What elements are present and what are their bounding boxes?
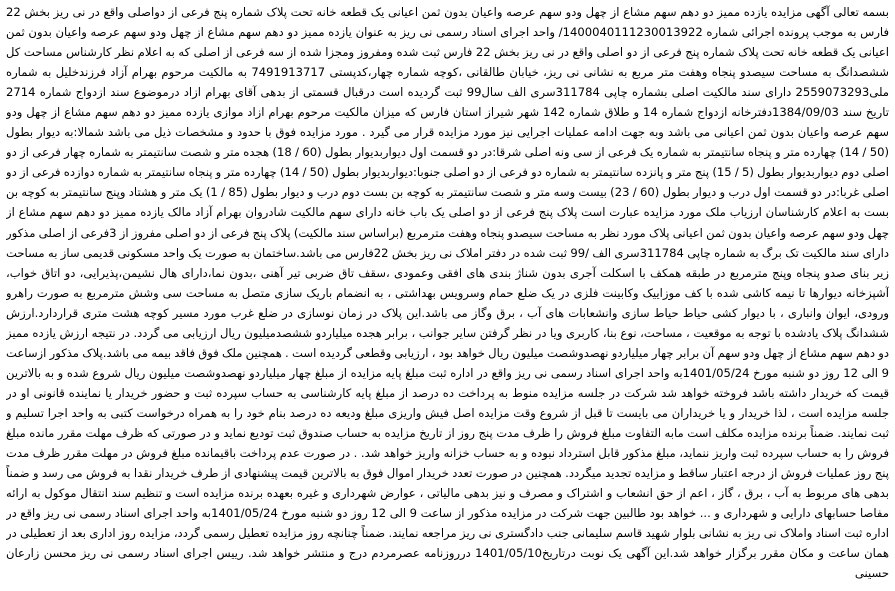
auction-notice-text: بسمه تعالی آگهی مزایده یازده ممیز دو دهم سهم مشاع از چهل ودو سهم عرصه واعیان بدون ثمن اعیانی یک قطعه خانه تحت پلاک شماره پنج فرعی از دواصلی واقع در نی ریز بخش 22 فارس به موجب پرونده اجرائی شماره 1400040111230013922/ واحد اجرای اسناد رسمی نی ریز به عنوان یازده ممیز دو دهم سهم مشاع از چهل ودو سهم عرصه واعیان بدون ثمن اعیانی یک قطعه خانه تحت پلاک شماره پنج فرعی از دو اصلی واقع در نی ریز بخش 22 فارس ثبت شده ومفروز ومجزا شده از سه فرعی از اصلی که به اعلام نظر کارشناس مساحت کل ششصدانگ به مساحت سیصدو پنجاه وهفت متر مربع به نشانی نی ریز، خیابان طالقانی ،کوچه شماره چهار،کدپستی 7491913717 به مالکیت مرحوم بهرام آزاد فرزندخلیل به شماره ملی2559073293 دارای سند مالکیت اصلی بشماره چاپی 311784سری الف سال99 ثبت گردیده است درقبال قسمتی از بدهی آقای بهرام ازاد درموضوع سند ازدواج شماره 2714 تاریخ سند 1384/09/03دفترخانه ازدواج شماره 14 و طلاق شماره 142 شهر شیراز استان فارس که میزان مالکیت مرحوم بهرام ازاد موازی یازده ممیز دو دهم سهم مشاع از چهل ودو سهم عرصه واعیان بدون ثمن اعیانی می باشد وبه جهت ادامه عملیات اجرایی نیز مورد مزایده قرار می گیرد . مورد مزایده فوق با حدود و مشخصات ذیل می باشد شمالا:به دیوار بطول (50 / 14) چهارده متر و پنجاه سانتیمتر به شماره یک فرعی از سی ونه اصلی شرقا:در دو قسمت اول دیواربدیوار بطول (60 / 18) هجده متر و شصت سانتیمتر به شماره چهار فرعی از دو اصلی دوم دیواربدیوار بطول (5 / 15) پنج متر و پانزده سانتیمتر به شماره دو فرعی از دو اصلی جنوبا:دیواربدیوار بطول (50 / 14) چهارده متر و پنجاه سانتیمتر به شماره دوازده فرعی از دو اصلی غربا:در دو قسمت اول درب و دیوار بطول (60 / 23) بیست وسه متر و شصت سانتیمتر به کوچه بن بست دوم درب و دیوار بطول (85 / 1) یک متر و هشتاد وپنج سانتیمتر به کوچه بن بست به اعلام کارشناسان ارزیاب ملک مورد مزایده عبارت است پلاک پنج فرعی از دو اصلی یک باب خانه دارای سهم مالکیت شادروان بهرام آزاد مالک یازده ممیز دو دهم سهم مشاع از چهل ودو سهم عرصه واعیان بدون ثمن اعیانی پلاک مورد نظر به مساحت سیصدو پنجاه وهفت مترمربع (براساس سند مالکیت) پلاک پنج فرعی از دو اصلی مفروز از 3فرعی از اصلی مذکور دارای سند مالکیت تک برگ به شماره چاپی 311784سری الف /99 ثبت شده در دفتر املاک نی ریز بخش 22فارس می باشد.ساختمان به صورت یک واحد مسکونی قدیمی ساز به مساحت زیر بنای صدو پنجاه وپنج مترمربع در طبقه همکف با اسکلت آجری بدون شناژ بندی های افقی وعمودی ،سقف تاق ضربی تیر آهنی ،بدون نما،دارای هال نشیمن،پذیرایی، دو اتاق خواب، آشپزخانه دیوارها تا نیمه کاشی شده با کف موزاییک وکابینت فلزی در یک ضلع حمام وسرویس بهداشتی ، به انضمام باریک سازی متصل به مساحت سی وشش مترمربع به صورت راهرو ورودی، ایوان وانباری ، با دیوار کشی حیاط حیاط سازی وانشعابات های آب ، برق وگاز می باشد.این پلاک در زمان نوسازی در ضلع غرب مورد مسیر کوچه هشت متری قراردارد.ارزش ششدانگ پلاک یادشده با توجه به موقعیت ، مساحت، نوع بنا، کاربری ویا در نظر گرفتن سایر جوانب ، برابر هجده میلیاردو ششصدمیلیون ریال ارزیابی می گردد. در نتیجه ارزش یازده ممیز دو دهم سهم مشاع از چهل ودو سهم آن برابر چهار میلیاردو نهصدوشصت میلیون ریال خواهد بود ، ارزیابی وقطعی گردیده است . همچنین ملک فوق فاقد بیمه می باشد.پلاک مذکور ازساعت 9 الی 12 روز دو شنبه مورخ 1401/05/24به واحد اجرای اسناد رسمی نی ریز واقع در اداره ثبت مبلغ پایه مزایده از مبلغ چهار میلیاردو نهصدوشصت میلیون ریال شروع شده و به بالاترین قیمت که خریدار داشته باشد فروخته خواهد شد شرکت در جلسه مزایده منوط به پرداخت ده درصد از مبلغ پایه کارشناسی به حساب سپرده ثبت و حضور خریدار یا نماینده قانونی او در جلسه مزایده است ، لذا خریدار و یا خریداران می بایست تا قبل از شروع وقت مزایده اصل فیش واریزی مبلغ ودیعه ده درصد بنام خود را به همراه درخواست کتبی به واحد اجرا تسلیم و ثبت نمایند. ضمناً برنده مزایده مکلف است مابه التفاوت مبلغ فروش را ظرف مدت پنج روز از تاریخ مزایده به حساب صندوق ثبت تودیع نماید و در صورتی که ظرف مهلت مقرر مانده مبلغ فروش را به حساب سپرده ثبت واریز ننماید، مبلغ مذکور قابل استرداد نبوده و به حساب خزانه واریز خواهد شد. . در صورت عدم پرداخت باقیمانده مبلغ فروش در مهلت مقرر ظرف مدت پنج روز عملیات فروش از درجه اعتبار ساقط و مزایده تجدید میگردد. همچنین در صورت تعدد خریدار اموال فوق به بالاترین قیمت پیشنهادی از طرف خریدار نقدا به فروش می رسد و ضمناً بدهی های مربوط به آب ، برق ، گاز ، اعم از حق انشعاب و اشتراک و مصرف و نیز بدهی مالیاتی ، عوارض شهرداری و غیره بعهده برنده مزایده است و تنظیم سند انتقال موکول به ارائه مفاصا حسابهای دارایی و شهرداری و ... خواهد بود طالبین جهت شرکت در مزایده مذکور از ساعت 9 الی 12 روز دو شنبه مورخ 1401/05/24به واحد اجرای اسناد رسمی نی ریز واقع در اداره ثبت اسناد واملاک نی ریز به نشانی بلوار شهید قاسم سلیمانی جنب دادگستری نی ریز مراجعه نمایند. ضمناً چنانچه روز مزایده تعطیل رسمی گردد، مزایده روز اداری بعد از تعطیلی در همان ساعت و مکان مقرر برگزار خواهد شد.این آگهی یک نوبت درتاریخ1401/05/10 درروزنامه عصرمردم درج و منتشر خواهد شد. رییس اجرای اسناد رسمی نی ریز محسن زارعان حسینی — [6, 5, 889, 581]
